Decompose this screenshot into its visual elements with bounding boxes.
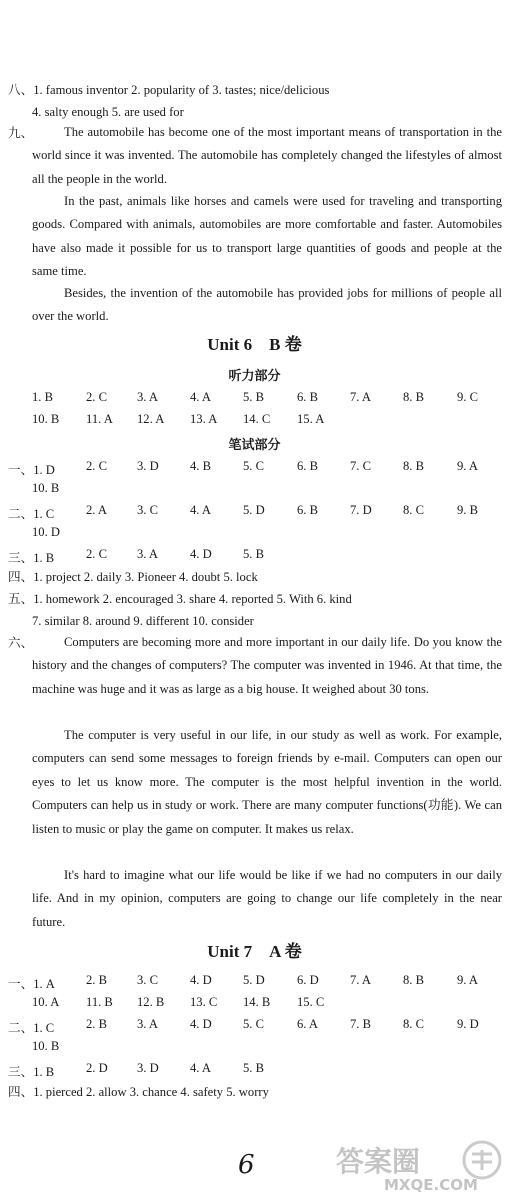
section-9-paragraph-1: The automobile has become one of the most important means of transportation in the world since it was invented. The automobile has completely changed the lifestyles of almost all the people in the world. bbox=[32, 125, 502, 186]
page-number: 6 bbox=[238, 1150, 255, 1180]
answer: 9. C bbox=[457, 390, 478, 404]
answer: 12. B bbox=[137, 995, 165, 1009]
answer: 4. D bbox=[190, 973, 212, 987]
answer: 10. D bbox=[32, 525, 60, 539]
answer: 9. B bbox=[457, 503, 478, 517]
answer: 二、1. C bbox=[8, 1021, 55, 1035]
answer: 7. D bbox=[350, 503, 372, 517]
unit-6-s4-line: 四、1. project 2. daily 3. Pioneer 4. doubt 5. lock bbox=[8, 570, 258, 584]
answer: 三、1. B bbox=[8, 551, 55, 565]
answer: 14. B bbox=[243, 995, 271, 1009]
answer: 7. A bbox=[350, 973, 371, 987]
unit-6-s6-paragraph-3: It's hard to imagine what our life would be like if we had no computers in our daily life. And in my opinion, computers are going to change our life completely in the near future. bbox=[32, 868, 502, 929]
answer: 1. B bbox=[32, 390, 53, 404]
answer: 5. D bbox=[243, 503, 265, 517]
watermark-url: MXQE.COM bbox=[384, 1176, 478, 1194]
answer: 14. C bbox=[243, 412, 271, 426]
watermark-title: 答案圈 bbox=[336, 1145, 421, 1178]
answer: 5. B bbox=[243, 547, 264, 561]
unit-6-listening-title: 听力部分 bbox=[228, 368, 281, 383]
answer: 8. C bbox=[403, 1017, 424, 1031]
answer: 5. C bbox=[243, 1017, 264, 1031]
answer: 二、1. C bbox=[8, 507, 55, 521]
answer: 8. B bbox=[403, 459, 424, 473]
answer: 3. D bbox=[137, 1061, 159, 1075]
answer: 2. C bbox=[86, 459, 107, 473]
answer: 6. B bbox=[297, 390, 318, 404]
answer: 一、1. D bbox=[8, 463, 55, 477]
answer: 2. C bbox=[86, 390, 107, 404]
answer: 6. D bbox=[297, 973, 319, 987]
unit-6-title: Unit 6 B 卷 bbox=[207, 335, 302, 354]
answer: 15. A bbox=[297, 412, 325, 426]
watermark-logo bbox=[332, 1140, 504, 1196]
section-8-line-1: 八、1. famous inventor 2. popularity of 3. tastes; nice/delicious bbox=[8, 83, 330, 97]
section-9-label: 九、 bbox=[8, 126, 34, 140]
unit-6-written-title: 笔试部分 bbox=[228, 437, 281, 452]
answer: 10. A bbox=[32, 995, 60, 1009]
answer: 三、1. B bbox=[8, 1065, 55, 1079]
answer: 3. C bbox=[137, 973, 158, 987]
answer: 7. A bbox=[350, 390, 371, 404]
answer: 7. B bbox=[350, 1017, 371, 1031]
answer: 13. A bbox=[190, 412, 218, 426]
answer: 8. B bbox=[403, 390, 424, 404]
answer: 13. C bbox=[190, 995, 218, 1009]
answer: 10. B bbox=[32, 412, 60, 426]
answer: 9. D bbox=[457, 1017, 479, 1031]
answer: 6. B bbox=[297, 459, 318, 473]
answer: 6. A bbox=[297, 1017, 318, 1031]
unit-7-s4-line: 四、1. pierced 2. allow 3. chance 4. safety 5. worry bbox=[8, 1085, 269, 1099]
section-9-paragraph-2: In the past, animals like horses and camels were used for traveling and transporting goods. Compared with animals, automobiles are more comfortable and faster. Automobiles have also made it possible for us to transport large quantities of goods and people at the same time. bbox=[32, 194, 502, 279]
unit-6-s5-line-2: 7. similar 8. around 9. different 10. consider bbox=[32, 614, 254, 628]
unit-6-s6-paragraph-1: Computers are becoming more and more important in our daily life. Do you know the history and the changes of computers? The computer was invented in 1946. At that time, the machine was huge and it was as large as a big house. It weighed about 30 tons. bbox=[32, 635, 502, 696]
answer: 3. C bbox=[137, 503, 158, 517]
answer: 12. A bbox=[137, 412, 165, 426]
answer: 11. A bbox=[86, 412, 113, 426]
answer: 4. B bbox=[190, 459, 211, 473]
answer: 3. A bbox=[137, 390, 158, 404]
answer: 2. D bbox=[86, 1061, 108, 1075]
unit-6-s5-line-1: 五、1. homework 2. encouraged 3. share 4. reported 5. With 6. kind bbox=[8, 592, 352, 606]
answer: 10. B bbox=[32, 481, 60, 495]
unit-6-s6-paragraph-2: The computer is very useful in our life, in our study as well as work. For example, computers can send some messages to foreign friends by e-mail. Computers can open our eyes to let us know more. The computer is the most helpful invention in the world. Computers can help us in study or work. There are many computer functions(功能). We can listen to music or play the game on computer. It makes us relax. bbox=[32, 728, 502, 836]
answer: 2. B bbox=[86, 973, 107, 987]
answer: 4. A bbox=[190, 390, 211, 404]
unit-6-s6-label: 六、 bbox=[8, 636, 34, 650]
answer: 9. A bbox=[457, 459, 478, 473]
answer: 5. B bbox=[243, 1061, 264, 1075]
answer: 9. A bbox=[457, 973, 478, 987]
answer: 5. C bbox=[243, 459, 264, 473]
answer: 一、1. A bbox=[8, 977, 55, 991]
answer: 4. A bbox=[190, 503, 211, 517]
answer: 5. B bbox=[243, 390, 264, 404]
answer: 4. D bbox=[190, 1017, 212, 1031]
answer: 6. B bbox=[297, 503, 318, 517]
answer: 11. B bbox=[86, 995, 113, 1009]
answer: 2. B bbox=[86, 1017, 107, 1031]
answer: 5. D bbox=[243, 973, 265, 987]
answer: 10. B bbox=[32, 1039, 60, 1053]
answer: 3. D bbox=[137, 459, 159, 473]
section-8-line-2: 4. salty enough 5. are used for bbox=[32, 105, 184, 119]
answer: 7. C bbox=[350, 459, 371, 473]
section-9-paragraph-3: Besides, the invention of the automobile has provided jobs for millions of people all over the world. bbox=[32, 286, 502, 324]
unit-7-title: Unit 7 A 卷 bbox=[207, 942, 302, 961]
answer: 4. A bbox=[190, 1061, 211, 1075]
answer: 15. C bbox=[297, 995, 325, 1009]
answer: 3. A bbox=[137, 1017, 158, 1031]
answer: 8. B bbox=[403, 973, 424, 987]
answer: 2. A bbox=[86, 503, 107, 517]
answer: 2. C bbox=[86, 547, 107, 561]
answer: 8. C bbox=[403, 503, 424, 517]
answer: 3. A bbox=[137, 547, 158, 561]
answer: 4. D bbox=[190, 547, 212, 561]
